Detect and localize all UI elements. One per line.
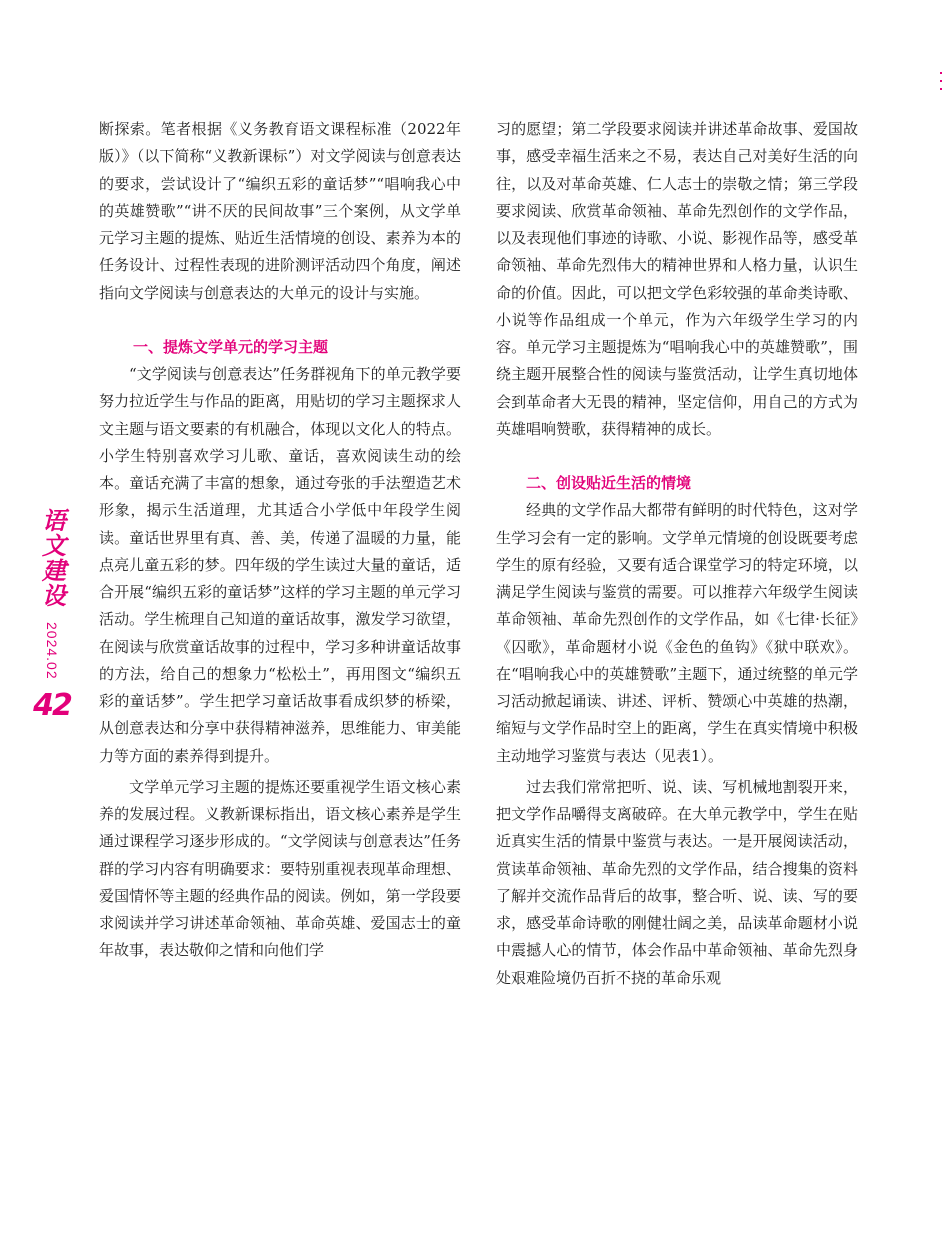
issue-date: 2024.02 [44, 622, 60, 680]
sidebar [32, 508, 72, 723]
paragraph: 过去我们常常把听、说、读、写机械地割裂开来，把文学作品嚼得支离破碎。在大单元教学中，学生在贴近真实生活的情景中鉴赏与表达。一是开展阅读活动，赏读革命领袖、革命先烈的文学作品，结合搜集的资料了解并交流作品背后的故事，整合听、说、读、写的要求，感受革命诗歌的刚健壮阔之美，品读革命题材小说中震撼人心的情节，体会作品中革命领袖、革命先烈身处艰难险境仍百折不挠的革命乐观 [496, 777, 858, 987]
margin-dots [940, 72, 944, 92]
section-heading-2: 二、创设贴近生活的情境 [526, 474, 692, 492]
right-column [496, 116, 858, 992]
section-heading-1: 一、提炼文学单元的学习主题 [133, 337, 329, 356]
journal-name: 语文建设 [37, 508, 67, 608]
paragraph: 断探索。笔者根据《义务教育语文课程标准（2022年版）》（以下简称“义教新课标”）对文学阅读与创意表达的要求，尝试设计了“编织五彩的童话梦”“唱响我心中的英雄赞歌”“讲不厌的民间故事”三个案例，从文学单元学习主题的提炼、贴近生活情境的创设、素养为本的任务设计、过程性表现的进阶测评活动四个角度，阐述指向文学阅读与创意表达的大单元的设计与实施。 [99, 120, 461, 302]
paragraph: 文学单元学习主题的提炼还要重视学生语文核心素养的发展过程。义教新课标指出，语文核心素养是学生通过课程学习逐步形成的。“文学阅读与创意表达”任务群的学习内容有明确要求：要特别重视表现革命理想、爱国情怀等主题的经典作品的阅读。例如，第一学段要求阅读并学习讲述革命领袖、革命英雄、爱国志士的童年故事，表达敬仰之情和向他们学 [99, 777, 461, 960]
left-column [99, 116, 461, 965]
paragraph: “文学阅读与创意表达”任务群视角下的单元教学要努力拉近学生与作品的距离，用贴切的学习主题探求人文主题与语文要素的有机融合，体现以文化人的特点。小学生特别喜欢学习儿歌、童话，喜欢阅读生动的绘本。童话充满了丰富的想象，通过夸张的手法塑造艺术形象，揭示生活道理，尤其适合小学低中年段学生阅读。童话世界里有真、善、美，传递了温暖的力量，能点亮儿童五彩的梦。四年级的学生读过大量的童话，适合开展“编织五彩的童话梦”这样的学习主题的单元学习活动。学生梳理自己知道的童话故事，激发学习欲望，在阅读与欣赏童话故事的过程中，学习多种讲童话故事的方法，给自己的想象力“松松土”，再用图文“编织五彩的童话梦”。学生把学习童话故事看成织梦的桥梁，从创意表达和分享中获得精神滋养，思维能力、审美能力等方面的素养得到提升。 [99, 365, 461, 765]
paragraph: 经典的文学作品大都带有鲜明的时代特色，这对学生学习会有一定的影响。文学单元情境的创设既要考虑学生的原有经验，又要有适合课堂学习的特定环境，以满足学生阅读与鉴赏的需要。可以推荐六年级学生阅读革命领袖、革命先烈创作的文学作品，如《七律·长征》《囚歌》，革命题材小说《金色的鱼钩》《狱中联欢》。在“唱响我心中的英雄赞歌”主题下，通过统整的单元学习活动掀起诵读、讲述、评析、赞颂心中英雄的热潮，缩短与文学作品时空上的距离，学生在真实情境中积极主动地学习鉴赏与表达（见表1）。 [496, 501, 858, 765]
paragraph: 习的愿望；第二学段要求阅读并讲述革命故事、爱国故事，感受幸福生活来之不易，表达自己对美好生活的向往，以及对革命英雄、仁人志士的崇敬之情；第三学段要求阅读、欣赏革命领袖、革命先烈创作的文学作品，以及表现他们事迹的诗歌、小说、影视作品等，感受革命领袖、革命先烈伟大的精神世界和人格力量，认识生命的价值。因此，可以把文学色彩较强的革命类诗歌、小说等作品组成一个单元，作为六年级学生学习的内容。单元学习主题提炼为“唱响我心中的英雄赞歌”，围绕主题开展整合性的阅读与鉴赏活动，让学生真切地体会到革命者大无畏的精神，坚定信仰，用自己的方式为英雄唱响赞歌，获得精神的成长。 [496, 120, 858, 438]
page-number: 42 [33, 687, 71, 723]
